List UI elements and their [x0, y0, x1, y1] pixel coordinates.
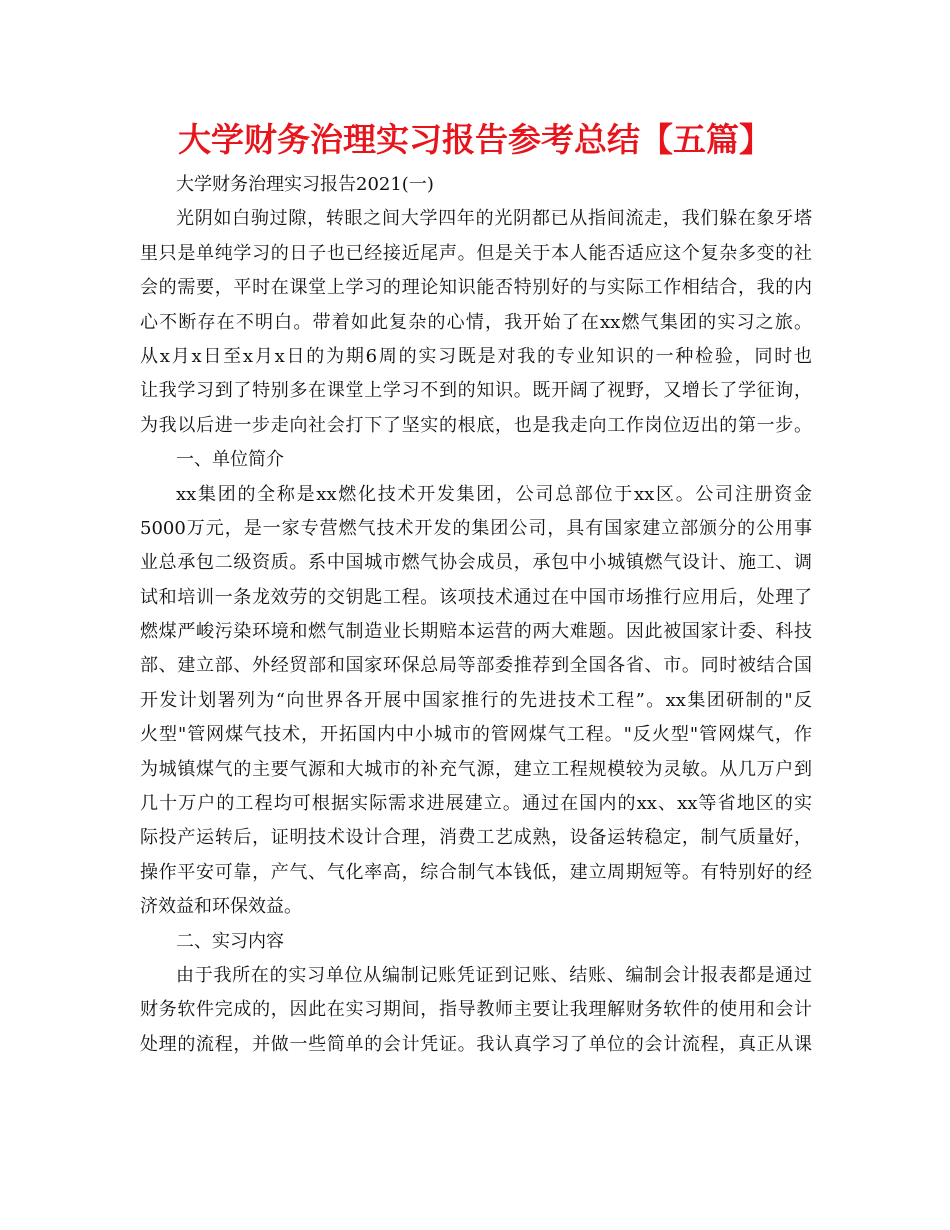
text-line: 从x月x日至x月x日的为期6周的实习既是对我的专业知识的一种检验，同时也 [140, 345, 812, 367]
text-line: 一、单位简介 [176, 449, 284, 471]
text-line: 燃煤严峻污染环境和燃气制造业长期赔本运营的两大难题。因此被国家计委、科技 [140, 621, 812, 643]
text-line: xx集团的全称是xx燃化技术开发集团，公司总部位于xx区。公司注册资金 [176, 483, 812, 505]
text-line: 光阴如白驹过隙，转眼之间大学四年的光阴都已从指间流走，我们躲在象牙塔 [176, 208, 812, 230]
text-line: 为我以后进一步走向社会打下了坚实的根底，也是我走向工作岗位迈出的第一步。 [140, 414, 812, 436]
document-title: 大学财务治理实习报告参考总结【五篇】 [178, 120, 772, 159]
text-line: 心不断存在不明白。带着如此复杂的心情，我开始了在xx燃气集团的实习之旅。 [140, 311, 812, 333]
text-line: 试和培训一条龙效劳的交钥匙工程。该项技术通过在中国市场推行应用后，处理了 [140, 586, 812, 608]
text-line: 际投产运转后，证明技术设计合理，消费工艺成熟，设备运转稳定，制气质量好， [140, 827, 812, 849]
text-line: 几十万户的工程均可根据实际需求进展建立。通过在国内的xx、xx等省地区的实 [140, 793, 812, 815]
text-line: 火型"管网煤气技术，开拓国内中小城市的管网煤气工程。"反火型"管网煤气，作 [140, 724, 812, 746]
text-line: 操作平安可靠，产气、气化率高，综合制气本钱低，建立周期短等。有特别好的经 [140, 861, 812, 883]
document-body [140, 168, 812, 1062]
text-line: 济效益和环保效益。 [140, 896, 302, 918]
text-line: 部、建立部、外经贸部和国家环保总局等部委推荐到全国各省、市。同时被结合国 [140, 655, 812, 677]
text-line: 由于我所在的实习单位从编制记账凭证到记账、结账、编制会计报表都是通过 [176, 964, 812, 986]
text-line: 开发计划署列为“向世界各开展中国家推行的先进技术工程”。xx集团研制的"反 [140, 689, 812, 711]
text-line: 里只是单纯学习的日子也已经接近尾声。但是关于本人能否适应这个复杂多变的社 [140, 242, 812, 264]
text-line: 财务软件完成的，因此在实习期间，指导教师主要让我理解财务软件的使用和会计 [140, 999, 812, 1021]
text-line: 业总承包二级资质。系中国城市燃气协会成员，承包中小城镇燃气设计、施工、调 [140, 552, 812, 574]
text-line: 大学财务治理实习报告2021(一) [176, 174, 434, 195]
text-line: 5000万元，是一家专营燃气技术开发的集团公司，具有国家建立部颁分的公用事 [140, 517, 812, 539]
text-line: 处理的流程，并做一些简单的会计凭证。我认真学习了单位的会计流程，真正从课 [140, 1033, 812, 1055]
text-line: 让我学习到了特别多在课堂上学习不到的知识。既开阔了视野，又增长了学征询， [140, 380, 812, 402]
text-line: 二、实习内容 [176, 930, 284, 952]
text-line: 为城镇煤气的主要气源和大城市的补充气源，建立工程规模较为灵敏。从几万户到 [140, 758, 812, 780]
text-line: 会的需要，平时在课堂上学习的理论知识能否特别好的与实际工作相结合，我的内 [140, 277, 812, 299]
